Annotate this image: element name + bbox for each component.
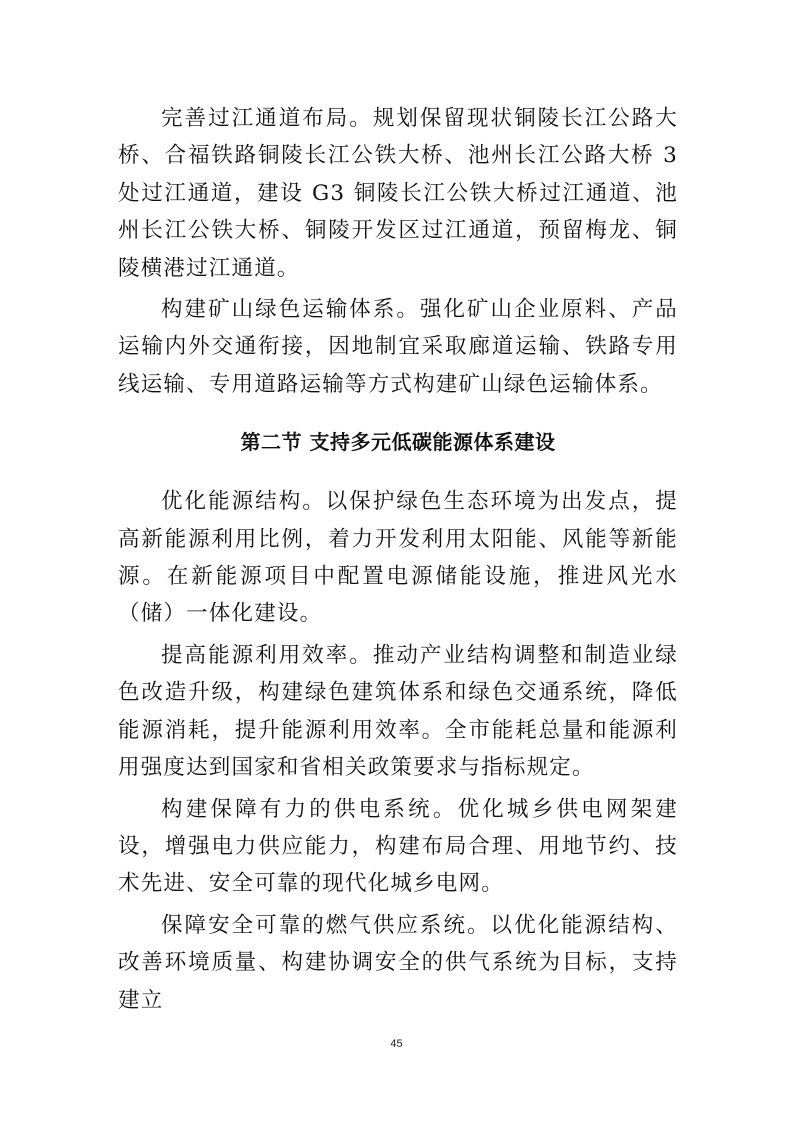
body-text: [118, 100, 678, 1023]
section-heading: 第二节 支持多元低碳能源体系建设: [240, 430, 556, 455]
paragraph-energy-structure: 优化能源结构。以保护绿色生态环境为出发点，提高新能源利用比例，着力开发利用太阳能、风能等新能源。在新能源项目中配置电源储能设施，推进风光水（储）一体化建设。: [118, 489, 678, 627]
page-number: 45: [390, 1038, 403, 1050]
paragraph-river-crossings: 完善过江通道布局。规划保留现状铜陵长江公路大桥、合福铁路铜陵长江公铁大桥、池州长江公路大桥 3 处过江通道，建设 G3 铜陵长江公铁大桥过江通道、池州长江公铁大桥、铜陵开发区过江通道，预留梅龙、铜陵横港过江通道。: [118, 106, 678, 281]
paragraph-gas-supply: 保障安全可靠的燃气供应系统。以优化能源结构、改善环境质量、构建协调安全的供气系统为目标，支持建立: [118, 912, 678, 1013]
paragraph-energy-efficiency: 提高能源利用效率。推动产业结构调整和制造业绿色改造升级，构建绿色建筑体系和绿色交通系统，降低能源消耗，提升能源利用效率。全市能耗总量和能源利用强度达到国家和省相关政策要求与指标规定。: [118, 642, 678, 781]
paragraph-power-supply: 构建保障有力的供电系统。优化城乡供电网架建设，增强电力供应能力，构建布局合理、用地节约、技术先进、安全可靠的现代化城乡电网。: [118, 796, 678, 897]
paragraph-mine-transport: 构建矿山绿色运输体系。强化矿山企业原料、产品运输内外交通衔接，因地制宜采取廊道运输、铁路专用线运输、专用道路运输等方式构建矿山绿色运输体系。: [118, 297, 678, 397]
